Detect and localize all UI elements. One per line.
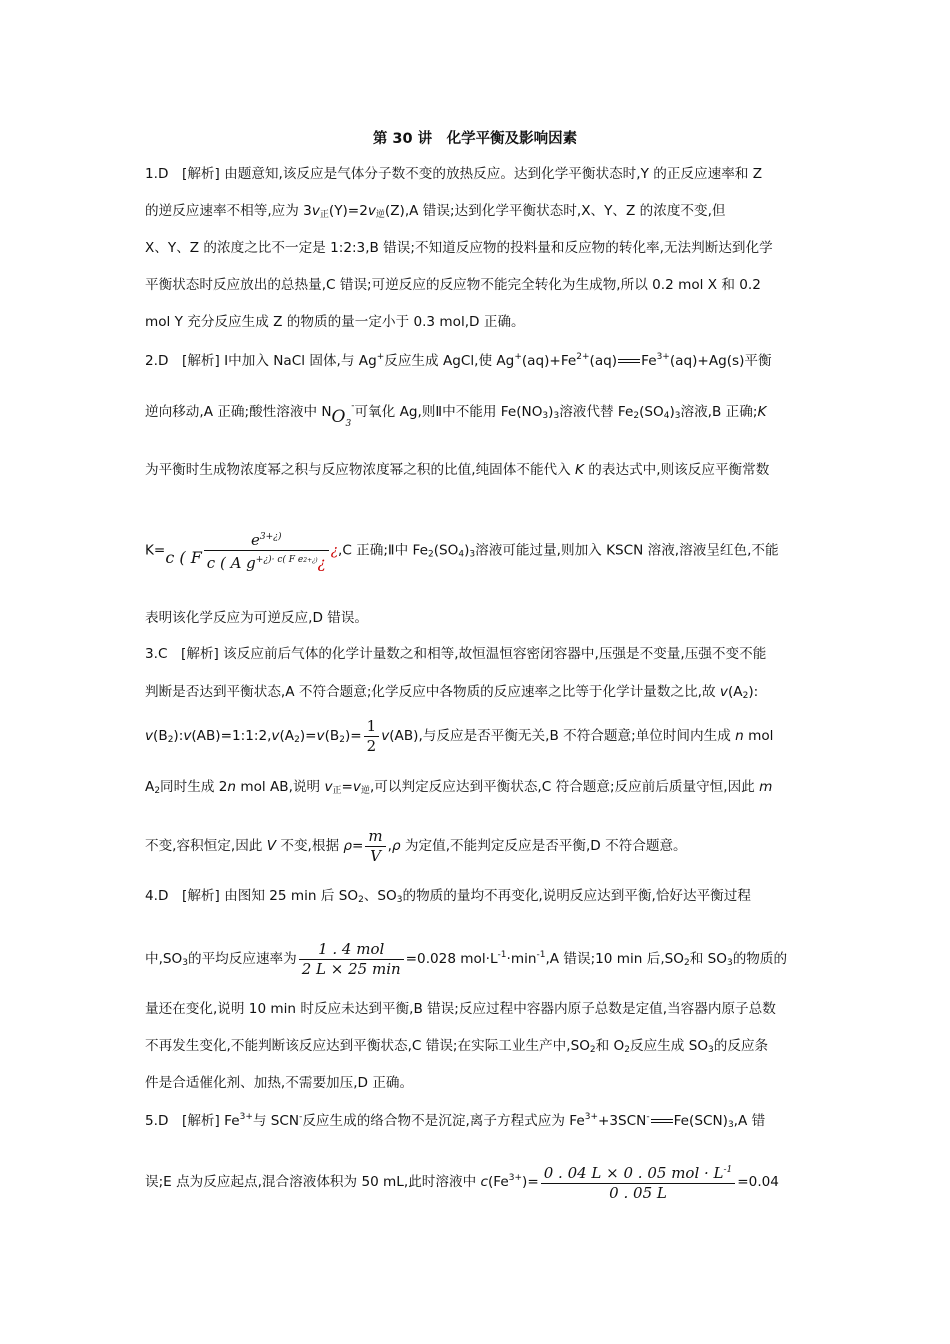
q2-line-1: 2.D [解析] Ⅰ中加入 NaCl 固体,与 Ag+反应生成 AgCl,使 $Ag^+(aq)+Fe^{2+}(aq)$ $Fe^{3+}(aq)+Ag(s)$平衡 [145,352,772,369]
page-title: 第 30 讲 化学平衡及影响因素 [372,131,578,147]
q3-line-1: 3.C [解析] 该反应前后气体的化学计量数之和相等,故恒温恒容密闭容器中,压强是不变量,压强不变不能 [145,646,767,662]
q4-line-2: 中$,SO_3$的平均反应速率为 $\frac{\text{1 . 4 mol}}{2 L \times 25 \min}$ =0.028 $mol\cdot L^{-1}\cdot\min^{-1},A$ 错误;10 min 后$,SO_2$和 $SO_3$的物质的 [145,939,788,978]
q5-line-1: 5.D [解析] $Fe^{3+}$与 SCN-反应生成的络合物不是沉淀,离子方程式应为 $Fe^{3+}+3SCN^-$ $Fe(SCN)_3,A$ 错 [145,1112,766,1130]
q2-line-5: 表明该化学反应为可逆反应,D 错误。 [145,610,369,626]
equilibrium-arrow-icon [651,1118,673,1124]
q3-line-2: 判断是否达到平衡状态,A 不符合题意;化学反应中各物质的反应速率之比等于化学计量数之比,故 $v(A_2)$: [145,684,759,701]
rate-fraction: $\frac{\text{1 . 4 mol}}{2 L \times 25 \min}$ [299,940,404,979]
q5-line-2: 误;E 点为反应起点,混合溶液体积为 50 mL,此时溶液中 $c(Fe^{3+})=$ $\frac{0 . 04 L \times 0 . 05 mol \cdot L^{-1}}{0 . 05 L}$ =0.04 [145,1158,779,1203]
half-fraction: $\frac{1}{2}$ [364,717,380,756]
equilibrium-arrow-icon [618,358,640,364]
q1-line-5: mol Y 充分反应生成 Z 的物质的量一定小于 0.3 mol,D 正确。 [145,314,525,330]
q3-line-5: 不变,容积恒定,因此 V 不变,根据 ρ= $\frac{m}{V}$ ,ρ 为定值,不能判定反应是否平衡,D 不符合题意。 [145,826,687,865]
q4-line-5: 件是合适催化剂、加热,不需要加压,D 正确。 [145,1075,414,1091]
q1-line-3: X、Y、Z 的浓度之比不一定是 1:2:3,B 错误;不知道反应物的投料量和反应物的转化率,无法判断达到化学 [145,240,773,256]
q4-line-4: 不再发生变化,不能判断该反应达到平衡状态,C 错误;在实际工业生产中$,SO_2$和 $O_2$反应生成 $SO_3$的反应条 [145,1038,769,1055]
density-fraction: $\frac{m}{V}$ [365,827,385,866]
q1-line-4: 平衡状态时反应放出的总热量,C 错误;可逆反应的反应物不能完全转化为生成物,所以 0.2 mol X 和 0.2 [145,277,761,293]
q3-line-4: $A_2$同时生成 2n mol AB,说明 $v_正=v_逆$,可以判定反应达到平衡状态,C 符合题意;反应前后质量守恒,因此 m [145,779,773,796]
q2-line-3: 为平衡时生成物浓度幂之积与反应物浓度幂之积的比值,纯固体不能代入 K 的表达式中,则该反应平衡常数 [145,462,770,478]
q4-line-1: 4.D [解析] 由图知 25 min 后 $SO_2$、$SO_3$的物质的量均不再变化,说明反应达到平衡,恰好达平衡过程 [145,888,751,905]
q2-line-4: K=c ( F $\frac{e^{3+¿)}}{c ( A g^{+¿)\cdot c( F e2+¿)}¿}$ ¿,C 正确;Ⅱ中 $Fe_2(SO_4)_3$溶液可能过量,则加入 KSCN 溶液,溶液呈红色,不能 [145,528,779,575]
k-expression-fraction: $\frac{e^{3+¿)}}{c ( A g^{+¿)\cdot c( F e2+¿)}¿}$ [204,528,329,573]
concentration-fraction: $\frac{0 . 04 L \times 0 . 05 mol \cdot L^{-1}}{0 . 05 L}$ [541,1161,736,1203]
q1-line-2: 的逆反应速率不相等,应为 $3v_正(Y)=2v_逆(Z),A$ 错误;达到化学平衡状态时,X、Y、Z 的浓度不变,但 [145,203,726,220]
q3-line-3: $v(B_2):v(AB)=1:1:2,v(A_2)=v(B_2)=$ $\frac{1}{2}$ v(AB),与反应是否平衡无关,B 不符合题意;单位时间内生成 n mol [145,716,774,755]
q1-line-1: 1.D [解析] 由题意知,该反应是气体分子数不变的放热反应。达到化学平衡状态时,Y 的正反应速率和 Z [145,166,763,182]
q4-line-3: 量还在变化,说明 10 min 时反应未达到平衡,B 错误;反应过程中容器内原子总数是定值,当容器内原子总数 [145,1001,776,1017]
q2-line-2: 逆向移动,A 正确;酸性溶液中 $NO_3^-$可氧化 Ag,则Ⅱ中不能用 $Fe(NO_3)_3$溶液代替 $Fe_2(SO_4)_3$溶液,B 正确;K [145,401,767,429]
